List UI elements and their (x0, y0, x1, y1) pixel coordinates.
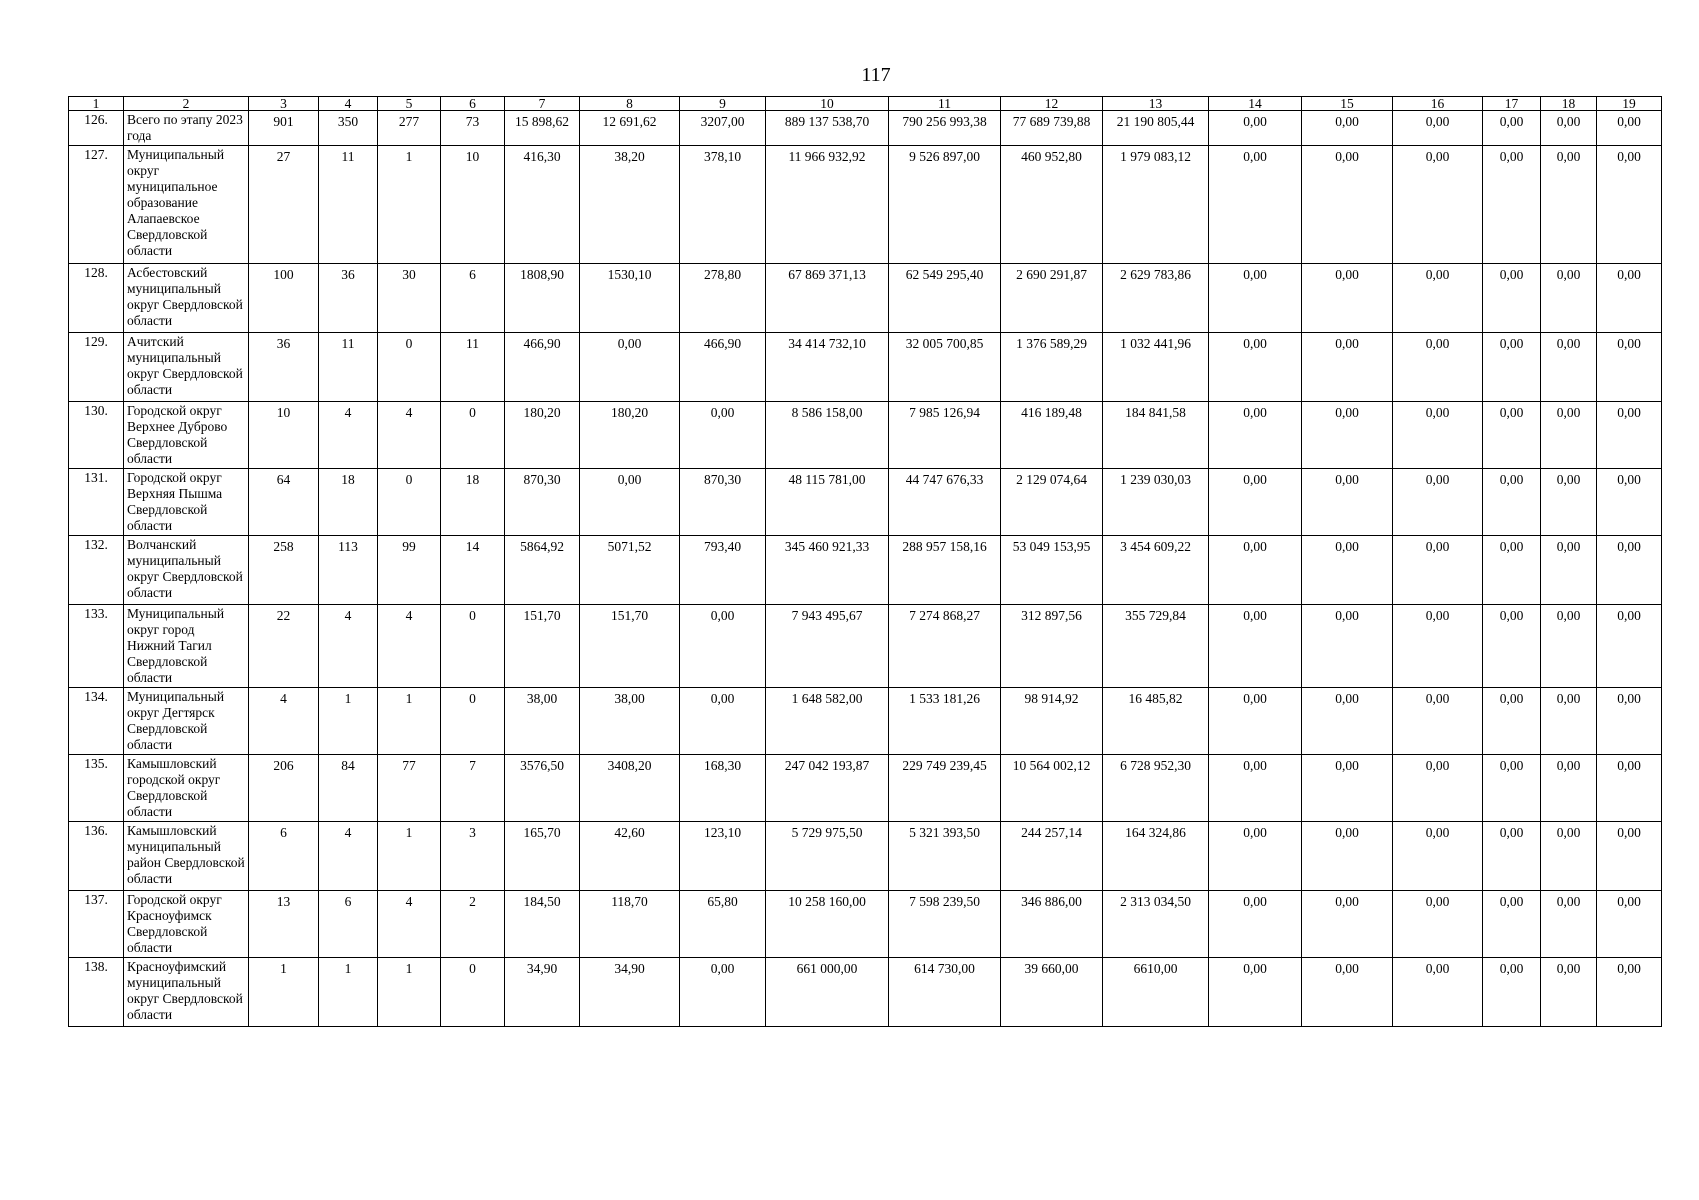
cell: 53 049 153,95 (1001, 536, 1103, 605)
cell: 1 239 030,03 (1103, 469, 1209, 536)
cell: 21 190 805,44 (1103, 111, 1209, 146)
cell: 345 460 921,33 (766, 536, 889, 605)
cell: 3 (441, 822, 505, 891)
cell: 0,00 (1541, 688, 1597, 755)
cell: 0,00 (1541, 469, 1597, 536)
cell: 0,00 (1302, 755, 1393, 822)
cell: 229 749 239,45 (889, 755, 1001, 822)
cell: 15 898,62 (505, 111, 580, 146)
cell: 3 454 609,22 (1103, 536, 1209, 605)
cell: 0,00 (1483, 402, 1541, 469)
cell: 73 (441, 111, 505, 146)
cell: 0,00 (1393, 958, 1483, 1027)
cell: 168,30 (680, 755, 766, 822)
cell: 14 (441, 536, 505, 605)
cell: 0,00 (1483, 146, 1541, 264)
table-row (69, 146, 1662, 264)
cell: 0,00 (1541, 111, 1597, 146)
cell: 0,00 (1209, 755, 1302, 822)
cell: 0,00 (1209, 891, 1302, 958)
cell: 278,80 (680, 264, 766, 333)
column-header: 17 (1483, 97, 1541, 111)
table-row (69, 605, 1662, 688)
table-row (69, 469, 1662, 536)
row-name: Муниципальный округ Дегтярск Свердловской области (124, 688, 249, 755)
row-number: 131. (69, 469, 124, 536)
cell: 0,00 (1393, 891, 1483, 958)
cell: 0,00 (1302, 333, 1393, 402)
cell: 0,00 (1597, 333, 1662, 402)
cell: 0,00 (1483, 891, 1541, 958)
cell: 6 (249, 822, 319, 891)
cell: 0 (441, 605, 505, 688)
cell: 30 (378, 264, 441, 333)
cell: 4 (319, 605, 378, 688)
row-name: Всего по этапу 2023 года (124, 111, 249, 146)
table-row (69, 333, 1662, 402)
cell: 0,00 (1597, 146, 1662, 264)
cell: 0,00 (1302, 146, 1393, 264)
cell: 0,00 (680, 402, 766, 469)
cell: 0,00 (1483, 605, 1541, 688)
cell: 0,00 (1393, 469, 1483, 536)
cell: 1 (378, 688, 441, 755)
cell: 0,00 (1541, 891, 1597, 958)
cell: 184,50 (505, 891, 580, 958)
cell: 0,00 (1483, 111, 1541, 146)
cell: 2 313 034,50 (1103, 891, 1209, 958)
column-header: 16 (1393, 97, 1483, 111)
cell: 38,20 (580, 146, 680, 264)
cell: 0,00 (1597, 536, 1662, 605)
cell: 0,00 (1393, 333, 1483, 402)
table-row (69, 958, 1662, 1027)
cell: 7 985 126,94 (889, 402, 1001, 469)
column-header: 9 (680, 97, 766, 111)
cell: 1 032 441,96 (1103, 333, 1209, 402)
row-name: Городской округ Верхнее Дуброво Свердловской области (124, 402, 249, 469)
cell: 1 979 083,12 (1103, 146, 1209, 264)
cell: 34,90 (505, 958, 580, 1027)
table-row (69, 402, 1662, 469)
cell: 0,00 (1541, 958, 1597, 1027)
cell: 0,00 (1209, 333, 1302, 402)
cell: 661 000,00 (766, 958, 889, 1027)
column-header: 10 (766, 97, 889, 111)
row-name: Волчанский муниципальный округ Свердловской области (124, 536, 249, 605)
cell: 378,10 (680, 146, 766, 264)
row-number: 136. (69, 822, 124, 891)
column-header: 19 (1597, 97, 1662, 111)
cell: 62 549 295,40 (889, 264, 1001, 333)
column-header: 12 (1001, 97, 1103, 111)
cell: 64 (249, 469, 319, 536)
cell: 870,30 (680, 469, 766, 536)
cell: 11 (441, 333, 505, 402)
cell: 1530,10 (580, 264, 680, 333)
cell: 0,00 (1483, 958, 1541, 1027)
cell: 0,00 (1302, 891, 1393, 958)
cell: 350 (319, 111, 378, 146)
cell: 0,00 (1209, 146, 1302, 264)
cell: 184 841,58 (1103, 402, 1209, 469)
row-number: 130. (69, 402, 124, 469)
cell: 460 952,80 (1001, 146, 1103, 264)
cell: 258 (249, 536, 319, 605)
cell: 312 897,56 (1001, 605, 1103, 688)
cell: 5864,92 (505, 536, 580, 605)
cell: 2 129 074,64 (1001, 469, 1103, 536)
cell: 4 (249, 688, 319, 755)
cell: 0,00 (1302, 958, 1393, 1027)
cell: 870,30 (505, 469, 580, 536)
cell: 11 (319, 146, 378, 264)
cell: 0,00 (1393, 146, 1483, 264)
row-number: 126. (69, 111, 124, 146)
cell: 0,00 (1393, 688, 1483, 755)
cell: 277 (378, 111, 441, 146)
cell: 0,00 (1597, 111, 1662, 146)
row-name: Муниципальный округ город Нижний Тагил Свердловской области (124, 605, 249, 688)
cell: 0,00 (1209, 958, 1302, 1027)
cell: 0,00 (1541, 755, 1597, 822)
cell: 355 729,84 (1103, 605, 1209, 688)
cell: 3576,50 (505, 755, 580, 822)
row-number: 134. (69, 688, 124, 755)
cell: 0 (441, 688, 505, 755)
cell: 0,00 (580, 333, 680, 402)
cell: 0,00 (1393, 111, 1483, 146)
column-header: 7 (505, 97, 580, 111)
cell: 0,00 (580, 469, 680, 536)
cell: 0,00 (1209, 536, 1302, 605)
cell: 0,00 (1393, 536, 1483, 605)
cell: 0,00 (1302, 822, 1393, 891)
cell: 11 (319, 333, 378, 402)
cell: 9 526 897,00 (889, 146, 1001, 264)
cell: 77 689 739,88 (1001, 111, 1103, 146)
cell: 34 414 732,10 (766, 333, 889, 402)
cell: 416 189,48 (1001, 402, 1103, 469)
cell: 7 598 239,50 (889, 891, 1001, 958)
table-row (69, 755, 1662, 822)
cell: 1 (378, 958, 441, 1027)
cell: 0,00 (1541, 333, 1597, 402)
cell: 0,00 (1302, 536, 1393, 605)
cell: 6 (319, 891, 378, 958)
cell: 67 869 371,13 (766, 264, 889, 333)
table-row (69, 264, 1662, 333)
cell: 2 (441, 891, 505, 958)
cell: 0,00 (1209, 469, 1302, 536)
row-number: 132. (69, 536, 124, 605)
cell: 1 533 181,26 (889, 688, 1001, 755)
cell: 0,00 (1302, 605, 1393, 688)
cell: 98 914,92 (1001, 688, 1103, 755)
column-header: 18 (1541, 97, 1597, 111)
cell: 1 (319, 958, 378, 1027)
row-number: 129. (69, 333, 124, 402)
cell: 244 257,14 (1001, 822, 1103, 891)
cell: 0,00 (1541, 146, 1597, 264)
cell: 10 258 160,00 (766, 891, 889, 958)
cell: 2 629 783,86 (1103, 264, 1209, 333)
cell: 0,00 (1393, 605, 1483, 688)
cell: 4 (378, 402, 441, 469)
cell: 1 (249, 958, 319, 1027)
cell: 22 (249, 605, 319, 688)
cell: 5 729 975,50 (766, 822, 889, 891)
row-number: 128. (69, 264, 124, 333)
cell: 6 728 952,30 (1103, 755, 1209, 822)
cell: 0 (441, 402, 505, 469)
cell: 11 966 932,92 (766, 146, 889, 264)
cell: 2 690 291,87 (1001, 264, 1103, 333)
cell: 3408,20 (580, 755, 680, 822)
cell: 0,00 (1483, 822, 1541, 891)
cell: 38,00 (505, 688, 580, 755)
cell: 13 (249, 891, 319, 958)
row-name: Муниципальный округ муниципальное образование Алапаевское Свердловской области (124, 146, 249, 264)
column-header: 11 (889, 97, 1001, 111)
cell: 0,00 (1541, 402, 1597, 469)
cell: 0,00 (1597, 469, 1662, 536)
cell: 0,00 (1209, 688, 1302, 755)
cell: 0,00 (1209, 402, 1302, 469)
cell: 100 (249, 264, 319, 333)
cell: 164 324,86 (1103, 822, 1209, 891)
cell: 38,00 (580, 688, 680, 755)
cell: 1 (378, 822, 441, 891)
cell: 36 (319, 264, 378, 333)
cell: 0,00 (1483, 536, 1541, 605)
cell: 0,00 (1483, 688, 1541, 755)
data-table (68, 96, 1662, 1027)
row-number: 133. (69, 605, 124, 688)
row-name: Ачитский муниципальный округ Свердловской области (124, 333, 249, 402)
cell: 0,00 (1597, 755, 1662, 822)
column-header: 2 (124, 97, 249, 111)
cell: 614 730,00 (889, 958, 1001, 1027)
cell: 180,20 (505, 402, 580, 469)
row-number: 138. (69, 958, 124, 1027)
cell: 0,00 (680, 958, 766, 1027)
cell: 113 (319, 536, 378, 605)
cell: 0,00 (1302, 469, 1393, 536)
cell: 0,00 (1597, 822, 1662, 891)
cell: 1 (319, 688, 378, 755)
row-number: 137. (69, 891, 124, 958)
cell: 27 (249, 146, 319, 264)
cell: 889 137 538,70 (766, 111, 889, 146)
cell: 0,00 (1209, 111, 1302, 146)
cell: 0,00 (1483, 469, 1541, 536)
cell: 10 564 002,12 (1001, 755, 1103, 822)
cell: 151,70 (580, 605, 680, 688)
row-number: 135. (69, 755, 124, 822)
cell: 84 (319, 755, 378, 822)
cell: 44 747 676,33 (889, 469, 1001, 536)
cell: 0,00 (1597, 402, 1662, 469)
row-name: Городской округ Красноуфимск Свердловской области (124, 891, 249, 958)
cell: 7 (441, 755, 505, 822)
cell: 793,40 (680, 536, 766, 605)
cell: 4 (319, 822, 378, 891)
row-name: Красноуфимский муниципальный округ Свердловской области (124, 958, 249, 1027)
table-row (69, 822, 1662, 891)
cell: 6 (441, 264, 505, 333)
cell: 123,10 (680, 822, 766, 891)
cell: 1 648 582,00 (766, 688, 889, 755)
cell: 0,00 (1541, 264, 1597, 333)
table-row (69, 111, 1662, 146)
cell: 6610,00 (1103, 958, 1209, 1027)
cell: 0,00 (1541, 822, 1597, 891)
cell: 0,00 (1597, 264, 1662, 333)
cell: 0,00 (1209, 822, 1302, 891)
cell: 0,00 (1483, 755, 1541, 822)
table-row (69, 688, 1662, 755)
cell: 16 485,82 (1103, 688, 1209, 755)
cell: 7 943 495,67 (766, 605, 889, 688)
cell: 346 886,00 (1001, 891, 1103, 958)
table-row (69, 891, 1662, 958)
cell: 4 (378, 605, 441, 688)
cell: 1808,90 (505, 264, 580, 333)
cell: 32 005 700,85 (889, 333, 1001, 402)
cell: 65,80 (680, 891, 766, 958)
cell: 0,00 (1209, 264, 1302, 333)
column-header: 4 (319, 97, 378, 111)
cell: 0,00 (680, 688, 766, 755)
cell: 0,00 (1302, 111, 1393, 146)
page-number: 117 (861, 64, 891, 86)
column-header: 5 (378, 97, 441, 111)
cell: 165,70 (505, 822, 580, 891)
row-name: Камышловский муниципальный район Свердловской области (124, 822, 249, 891)
cell: 8 586 158,00 (766, 402, 889, 469)
cell: 36 (249, 333, 319, 402)
column-number-row (69, 97, 1662, 111)
cell: 901 (249, 111, 319, 146)
cell: 0,00 (680, 605, 766, 688)
cell: 3207,00 (680, 111, 766, 146)
column-header: 13 (1103, 97, 1209, 111)
column-header: 3 (249, 97, 319, 111)
row-name: Камышловский городской округ Свердловской области (124, 755, 249, 822)
cell: 0,00 (1393, 755, 1483, 822)
cell: 0,00 (1302, 688, 1393, 755)
cell: 10 (249, 402, 319, 469)
cell: 0,00 (1393, 822, 1483, 891)
row-number: 127. (69, 146, 124, 264)
column-header: 1 (69, 97, 124, 111)
cell: 0,00 (1541, 605, 1597, 688)
table-row (69, 536, 1662, 605)
cell: 1 (378, 146, 441, 264)
cell: 0 (378, 333, 441, 402)
cell: 0,00 (1597, 688, 1662, 755)
cell: 12 691,62 (580, 111, 680, 146)
column-header: 8 (580, 97, 680, 111)
cell: 1 376 589,29 (1001, 333, 1103, 402)
cell: 5 321 393,50 (889, 822, 1001, 891)
cell: 77 (378, 755, 441, 822)
cell: 18 (441, 469, 505, 536)
cell: 0,00 (1209, 605, 1302, 688)
cell: 34,90 (580, 958, 680, 1027)
cell: 0,00 (1597, 891, 1662, 958)
cell: 5071,52 (580, 536, 680, 605)
column-header: 14 (1209, 97, 1302, 111)
cell: 0 (378, 469, 441, 536)
cell: 416,30 (505, 146, 580, 264)
cell: 118,70 (580, 891, 680, 958)
cell: 0,00 (1597, 958, 1662, 1027)
cell: 0,00 (1541, 536, 1597, 605)
cell: 288 957 158,16 (889, 536, 1001, 605)
cell: 4 (378, 891, 441, 958)
cell: 0,00 (1393, 264, 1483, 333)
cell: 0,00 (1483, 333, 1541, 402)
cell: 0,00 (1597, 605, 1662, 688)
cell: 42,60 (580, 822, 680, 891)
cell: 790 256 993,38 (889, 111, 1001, 146)
cell: 0,00 (1483, 264, 1541, 333)
cell: 466,90 (505, 333, 580, 402)
cell: 7 274 868,27 (889, 605, 1001, 688)
cell: 10 (441, 146, 505, 264)
cell: 466,90 (680, 333, 766, 402)
cell: 39 660,00 (1001, 958, 1103, 1027)
column-header: 15 (1302, 97, 1393, 111)
cell: 180,20 (580, 402, 680, 469)
cell: 0,00 (1302, 402, 1393, 469)
cell: 0 (441, 958, 505, 1027)
cell: 18 (319, 469, 378, 536)
cell: 99 (378, 536, 441, 605)
cell: 206 (249, 755, 319, 822)
cell: 247 042 193,87 (766, 755, 889, 822)
cell: 0,00 (1393, 402, 1483, 469)
column-header: 6 (441, 97, 505, 111)
cell: 4 (319, 402, 378, 469)
cell: 0,00 (1302, 264, 1393, 333)
row-name: Городской округ Верхняя Пышма Свердловской области (124, 469, 249, 536)
row-name: Асбестовский муниципальный округ Свердловской области (124, 264, 249, 333)
cell: 48 115 781,00 (766, 469, 889, 536)
cell: 151,70 (505, 605, 580, 688)
